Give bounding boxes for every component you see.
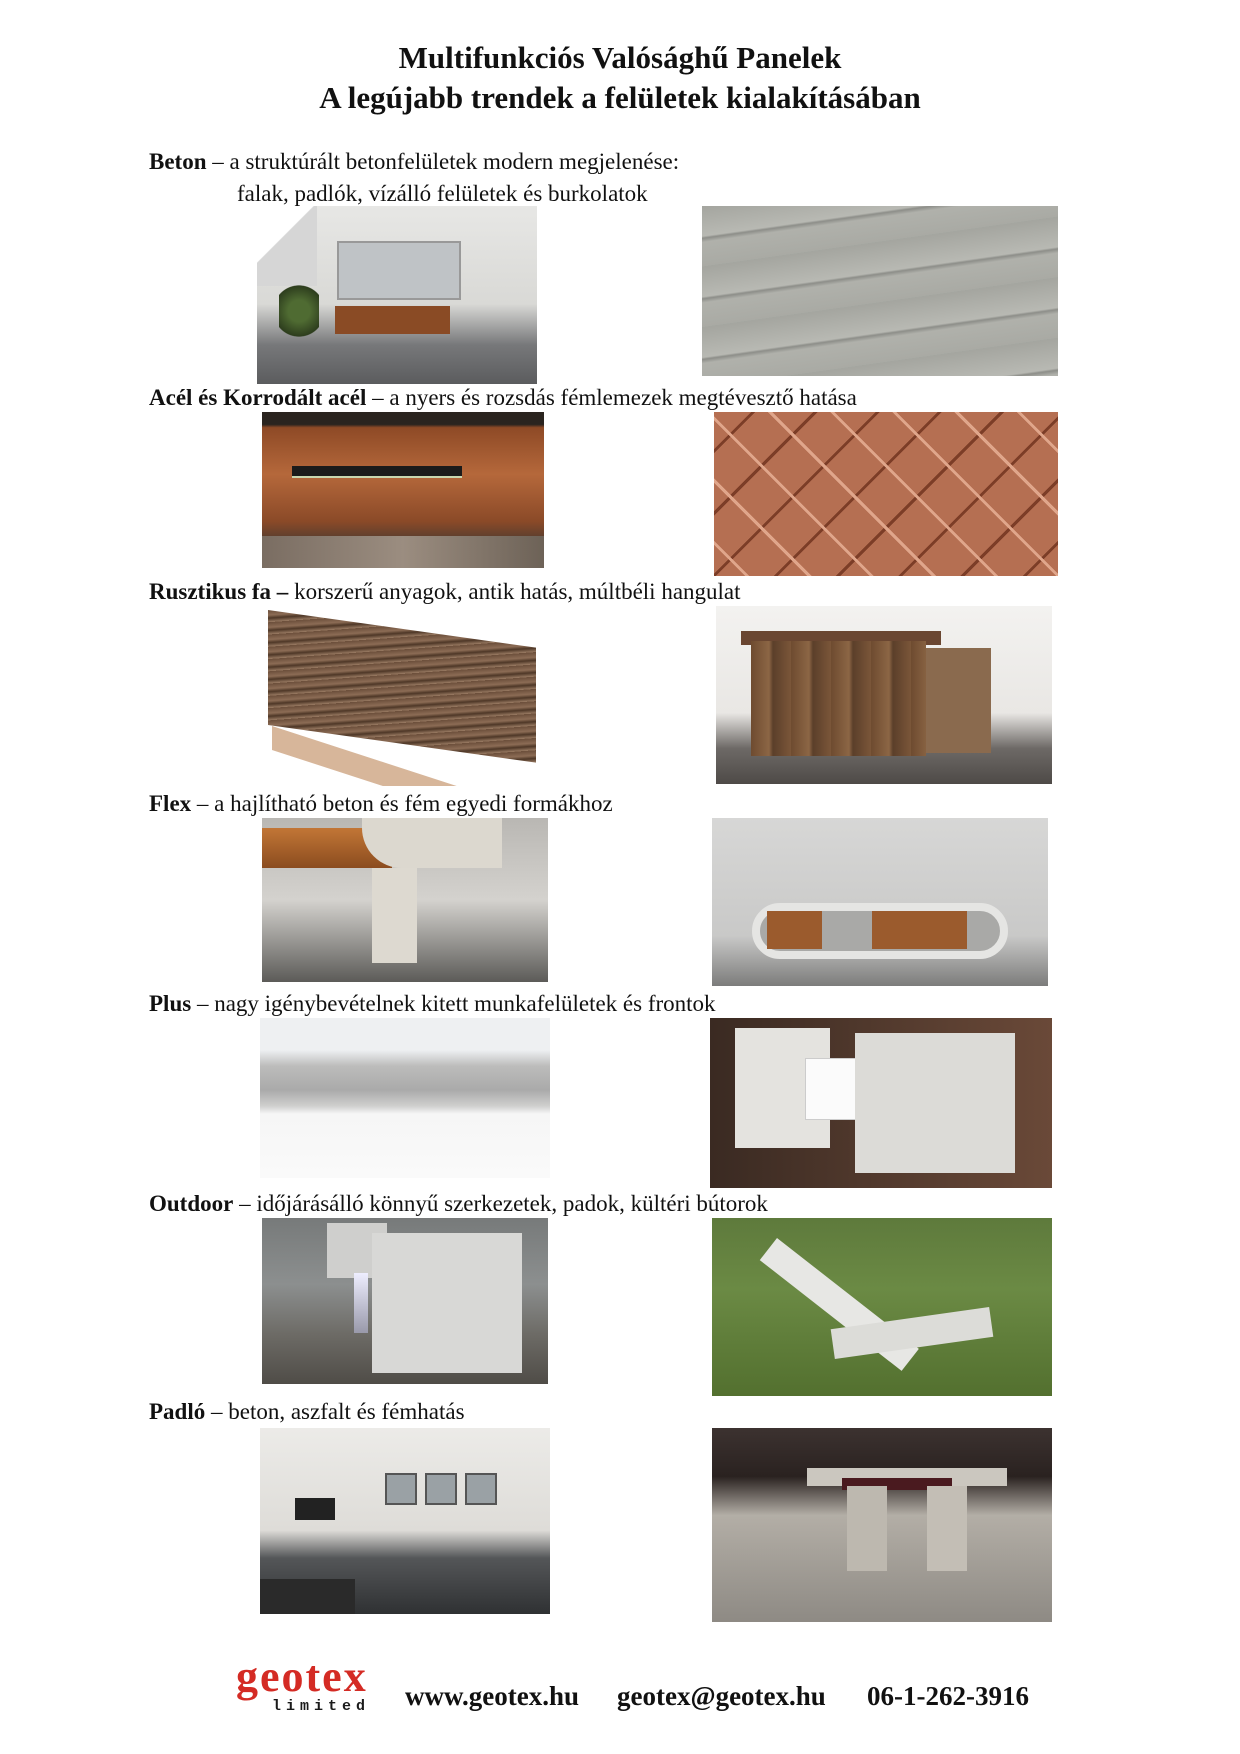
page-title: Multifunkciós Valósághű Panelek <box>398 40 842 75</box>
section-acel-label <box>149 384 857 412</box>
outdoor-fountain-photo <box>262 1218 548 1384</box>
logo-wordmark: geotex <box>236 1652 368 1701</box>
wood-reception-desk-photo <box>716 606 1052 784</box>
bench-curved-slab <box>362 818 502 868</box>
flex-wall-unit-photo <box>712 818 1048 986</box>
section-flex-desc: – a hajlítható beton és fém egyedi formákhoz <box>191 791 613 816</box>
geotex-logo <box>236 1654 376 1724</box>
steel-wall-photo <box>262 412 544 568</box>
lit-shelf-strip <box>292 466 462 478</box>
section-outdoor-label <box>149 1190 768 1218</box>
section-beton-desc-line2: falak, padlók, vízálló felületek és burkolatok <box>237 181 648 206</box>
section-plus-label <box>149 990 716 1018</box>
wall-tv <box>295 1498 335 1520</box>
beton-texture-photo <box>702 206 1058 376</box>
leather-sofa <box>260 1579 355 1614</box>
section-outdoor-desc: – időjárásálló könnyű szerkezetek, padok, kültéri bútorok <box>233 1191 768 1216</box>
wall-picture <box>385 1473 417 1505</box>
wood-board-photo <box>262 606 544 786</box>
sideboard-door-right <box>872 911 967 949</box>
section-fa-desc: korszerű anyagok, antik hatás, múltbéli hangulat <box>288 579 741 604</box>
potted-plant <box>279 281 319 341</box>
plus-countertop-photo <box>260 1018 550 1178</box>
footer-phone: 06-1-262-3916 <box>867 1681 1029 1711</box>
bench-leg <box>372 868 417 963</box>
sideboard-door-left <box>767 911 822 949</box>
section-padlo-name: Padló <box>149 1399 206 1424</box>
section-plus-desc: – nagy igénybevételnek kitett munkafelületek és frontok <box>191 991 716 1016</box>
corten-diamond-texture-photo <box>714 412 1058 576</box>
section-flex-label <box>149 790 613 818</box>
concrete-panel-right <box>855 1033 1015 1173</box>
concrete-leg-left <box>847 1486 887 1571</box>
section-beton-label <box>149 148 679 176</box>
floor-living-room-photo <box>260 1428 550 1614</box>
section-beton-name: Beton <box>149 149 207 174</box>
skylight-window <box>257 206 317 286</box>
concrete-leg-right <box>927 1486 967 1571</box>
section-outdoor-name: Outdoor <box>149 1191 234 1216</box>
section-padlo-label <box>149 1398 465 1426</box>
footer-website[interactable]: www.geotex.hu <box>405 1681 579 1711</box>
section-acel-desc: – a nyers és rozsdás fémlemezek megtévesztő hatása <box>366 385 857 410</box>
section-padlo-desc: – beton, aszfalt és fémhatás <box>205 1399 465 1424</box>
water-spout <box>354 1273 368 1333</box>
concrete-cube-front <box>372 1233 522 1373</box>
section-beton-desc: – a struktúrált betonfelületek modern megjelenése: <box>206 149 680 174</box>
floor-cushions <box>262 536 544 568</box>
outdoor-lounge-chair-photo <box>712 1218 1052 1396</box>
flex-bench-photo <box>262 818 548 982</box>
section-acel-name: Acél és Korrodált acél <box>149 385 367 410</box>
open-drawer <box>805 1058 857 1120</box>
section-flex-name: Flex <box>149 791 192 816</box>
section-fa-name: Rusztikus fa – <box>149 579 289 604</box>
wall-picture <box>425 1473 457 1505</box>
desk-front <box>751 641 926 756</box>
logo-subtitle: limited <box>272 1698 371 1715</box>
bathroom-mirror <box>337 241 461 300</box>
plus-drawer-front-photo <box>710 1018 1052 1188</box>
desk-side <box>926 648 991 753</box>
vanity-cabinet <box>335 306 450 334</box>
section-plus-name: Plus <box>149 991 192 1016</box>
footer-email[interactable]: geotex@geotex.hu <box>617 1681 826 1711</box>
wall-picture <box>465 1473 497 1505</box>
beton-bathroom-photo <box>257 206 537 384</box>
page-subtitle: A legújabb trendek a felületek kialakításában <box>319 80 921 115</box>
section-fa-label <box>149 578 741 606</box>
floor-concrete-table-photo <box>712 1428 1052 1622</box>
